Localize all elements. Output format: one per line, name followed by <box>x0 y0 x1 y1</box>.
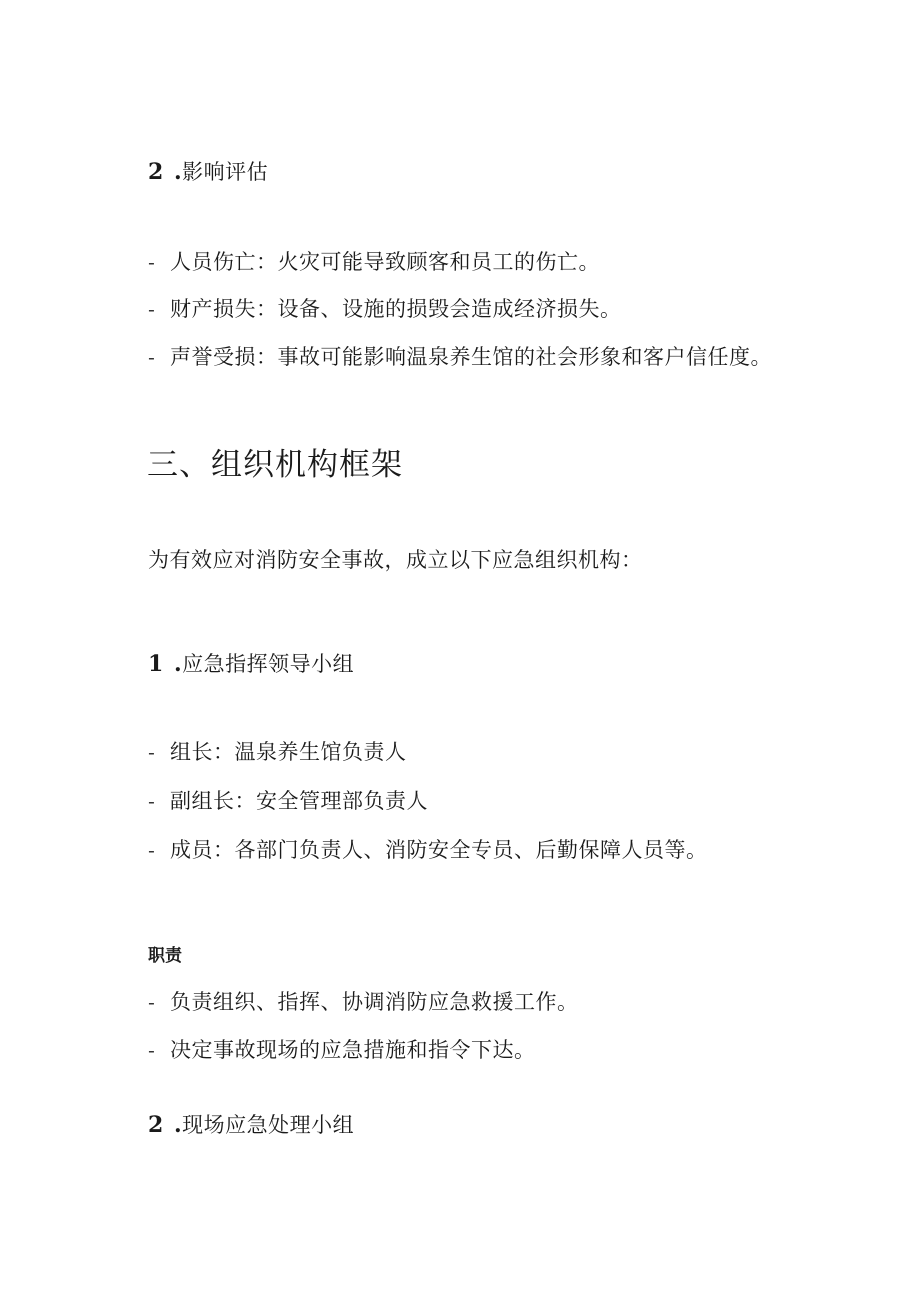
group2-number: 2 <box>148 1112 164 1138</box>
list-item-text: 人员伤亡：火灾可能导致顾客和员工的伤亡。 <box>170 250 600 274</box>
list-dash: - <box>148 252 156 274</box>
group2-dot: . <box>174 1112 183 1138</box>
list-item <box>148 791 428 812</box>
impact-number: 2 <box>148 159 164 185</box>
group1-subheading <box>148 653 354 675</box>
list-item-text: 组长：温泉养生馆负责人 <box>170 740 407 764</box>
list-item <box>148 299 622 320</box>
list-dash: - <box>148 742 156 764</box>
list-item <box>148 742 407 763</box>
list-item-text: 决定事故现场的应急措施和指令下达。 <box>170 1038 536 1062</box>
list-item <box>148 1040 536 1061</box>
list-item-text: 负责组织、指挥、协调消防应急救援工作。 <box>170 990 579 1014</box>
intro-paragraph: 为有效应对消防安全事故，成立以下应急组织机构： <box>148 548 643 572</box>
list-dash: - <box>148 840 156 862</box>
list-item-text: 财产损失：设备、设施的损毁会造成经济损失。 <box>170 297 622 321</box>
impact-subheading <box>148 161 268 183</box>
list-item <box>148 992 579 1013</box>
list-dash: - <box>148 1040 156 1062</box>
list-item <box>148 347 772 368</box>
list-item-text: 成员：各部门负责人、消防安全专员、后勤保障人员等。 <box>170 838 708 862</box>
list-dash: - <box>148 299 156 321</box>
list-item-text: 声誉受损：事故可能影响温泉养生馆的社会形象和客户信任度。 <box>170 345 772 369</box>
group2-title: 现场应急处理小组 <box>182 1113 355 1137</box>
duties-label: 职责 <box>148 946 182 966</box>
group2-subheading <box>148 1114 354 1136</box>
impact-title: 影响评估 <box>182 160 269 184</box>
group1-dot: . <box>174 651 183 677</box>
impact-dot: . <box>174 159 183 185</box>
list-dash: - <box>148 791 156 813</box>
list-item <box>148 252 600 273</box>
list-dash: - <box>148 347 156 369</box>
list-item-text: 副组长：安全管理部负责人 <box>170 789 428 813</box>
list-dash: - <box>148 992 156 1014</box>
section-heading: 三、组织机构框架 <box>147 447 403 483</box>
group1-number: 1 <box>148 651 164 677</box>
list-item <box>148 840 708 861</box>
group1-title: 应急指挥领导小组 <box>182 652 355 676</box>
